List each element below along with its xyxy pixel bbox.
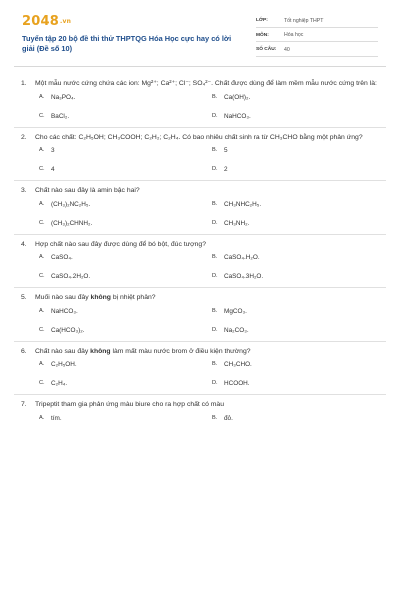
logo-suffix: .vn [59,18,72,25]
meta-key: SỐ CÂU: [256,47,277,53]
option-letter: D. [212,219,218,226]
answer-option-a[interactable] [39,360,212,369]
option-text: CaSO₄.3H₂O. [224,273,264,280]
question-number: 3. [21,187,27,194]
option-letter: C. [39,273,45,279]
question-text-part: làm mất màu nước brom ở điều kiện thường? [110,347,251,355]
question-number: 1. [21,80,27,87]
logo-text: 2048 [22,14,59,29]
option-letter: A. [39,254,45,260]
question-text-part: bị nhiệt phân? [110,294,156,301]
meta-value: Hóa học [284,32,304,39]
meta-key: LỚP: [256,18,268,24]
option-letter: D. [212,380,218,386]
answer-option-c[interactable] [39,219,212,228]
question-1 [14,74,386,128]
option-text: 3 [51,147,55,154]
meta-value: 40 [284,46,290,53]
option-letter: C. [39,166,45,172]
meta-row-class [256,15,378,28]
question-emphasis: không [90,294,111,301]
header-divider [14,66,386,67]
meta-key: MÔN: [256,32,269,38]
answer-option-a[interactable] [39,253,212,262]
question-4 [14,235,386,289]
answer-option-b[interactable] [212,146,385,155]
option-text: C₂H₄. [51,380,68,387]
option-text: MgCO₃. [224,307,247,315]
answer-option-a[interactable] [39,200,212,209]
option-text: CH₃NH₂. [224,219,250,227]
option-text: 2 [224,166,228,173]
answer-option-c[interactable] [39,326,212,335]
option-letter: D. [212,326,218,333]
question-7 [14,395,386,429]
question-text: Chất nào sau đây là amin bậc hai? [35,187,140,194]
exam-meta-box [256,15,378,59]
answer-option-d[interactable] [212,112,385,121]
question-text: Một mẫu nước cứng chứa các ion: Mg²⁺; Ca²⁺; Cl⁻; SO₄²⁻. Chất được dùng để làm mềm mẫu nước cứng trên là: [35,80,377,87]
option-text: CaSO₄.H₂O. [224,254,260,261]
answer-option-a[interactable] [39,93,212,102]
answer-option-b[interactable] [212,414,385,423]
answer-option-b[interactable] [212,307,385,316]
question-text-part: Muối nào sau đây [35,294,91,301]
answer-option-a[interactable] [39,146,212,155]
option-text: NaHCO₃. [224,112,251,120]
option-letter: A. [39,307,45,314]
option-letter: A. [39,200,45,207]
answer-option-b[interactable] [212,200,385,209]
question-number: 7. [21,401,27,408]
option-text: HCOOH. [224,380,250,387]
option-letter: A. [39,147,45,153]
option-letter: D. [212,273,218,279]
question-5 [14,288,386,342]
option-letter: C. [39,219,45,226]
question-number: 2. [21,133,27,141]
answer-options [39,93,386,121]
question-text: Cho các chất: C₂H₅OH; CH₃COOH; C₂H₂; C₂H₄. Có bao nhiêu chất sinh ra từ CH₃CHO bằng một phản ứng? [35,133,363,141]
answer-option-d[interactable] [212,272,385,281]
option-text: CaSO₄.2H₂O. [51,273,91,280]
question-text-part: Chất nào sau đây [35,347,91,355]
option-text: 4 [51,166,55,173]
question-2 [14,128,386,182]
option-letter: B. [212,93,218,100]
option-text: Ca(HCO₃)₂. [51,326,85,334]
answer-option-d[interactable] [212,219,385,228]
option-text: CH₃NHC₂H₅. [224,200,262,208]
option-letter: B. [212,147,218,153]
answer-options [39,360,386,388]
option-text: tím. [51,414,62,422]
option-text: CaSO₄. [51,254,73,261]
answer-option-d[interactable] [212,326,385,335]
option-letter: D. [212,166,218,172]
option-letter: A. [39,414,45,421]
option-text: đỏ. [224,414,233,422]
option-letter: B. [212,361,218,367]
question-number: 4. [21,240,27,248]
answer-option-c[interactable] [39,272,212,281]
answer-option-d[interactable] [212,165,385,174]
question-emphasis: không [90,347,111,355]
option-text: CH₃CHO. [224,361,252,368]
answer-options [39,307,386,335]
answer-option-c[interactable] [39,112,212,121]
option-text: (CH₃)₂CHNH₂. [51,219,93,227]
option-letter: B. [212,307,218,314]
meta-value: Tốt nghiệp THPT [284,17,324,24]
question-6 [14,342,386,396]
answer-option-d[interactable] [212,379,385,388]
option-letter: B. [212,254,218,260]
document-title: Tuyển tập 20 bộ đề thi thử THPTQG Hóa Học cực hay có lời giải (Đề số 10) [22,34,232,53]
answer-option-b[interactable] [212,360,385,369]
answer-option-c[interactable] [39,379,212,388]
question-text: Hợp chất nào sau đây được dùng để bó bột, đúc tượng? [35,240,206,248]
option-text: Ca(OH)₂. [224,93,251,101]
option-letter: C. [39,380,45,386]
option-text: NaHCO₃. [51,307,78,315]
option-letter: B. [212,414,218,421]
option-text: (CH₃)₂NC₂H₅. [51,200,91,208]
site-logo[interactable] [22,14,71,29]
question-3 [14,181,386,235]
option-text: Na₂CO₃. [224,326,249,334]
option-letter: C. [39,112,45,119]
option-letter: A. [39,361,45,367]
question-text [35,347,386,357]
option-text: Na₃PO₄. [51,93,76,101]
answer-options [39,146,386,174]
meta-row-count [256,44,378,57]
option-letter: A. [39,93,45,100]
meta-row-subject [256,30,378,43]
option-text: 5 [224,147,228,154]
option-text: BaCl₂. [51,112,70,120]
answer-options [39,414,386,423]
question-text: Tripeptit tham gia phản ứng màu biure cho ra hợp chất có màu [35,401,224,408]
question-number: 6. [21,347,27,355]
option-letter: C. [39,326,45,333]
answer-option-a[interactable] [39,307,212,316]
question-text [35,293,386,303]
question-number: 5. [21,294,27,301]
option-text: C₂H₅OH. [51,361,77,368]
answer-option-a[interactable] [39,414,212,423]
option-letter: B. [212,200,218,207]
option-letter: D. [212,112,218,119]
answer-option-b[interactable] [212,93,385,102]
answer-options [39,200,386,228]
answer-option-c[interactable] [39,165,212,174]
answer-options [39,253,386,281]
question-list [14,74,386,429]
answer-option-b[interactable] [212,253,385,262]
